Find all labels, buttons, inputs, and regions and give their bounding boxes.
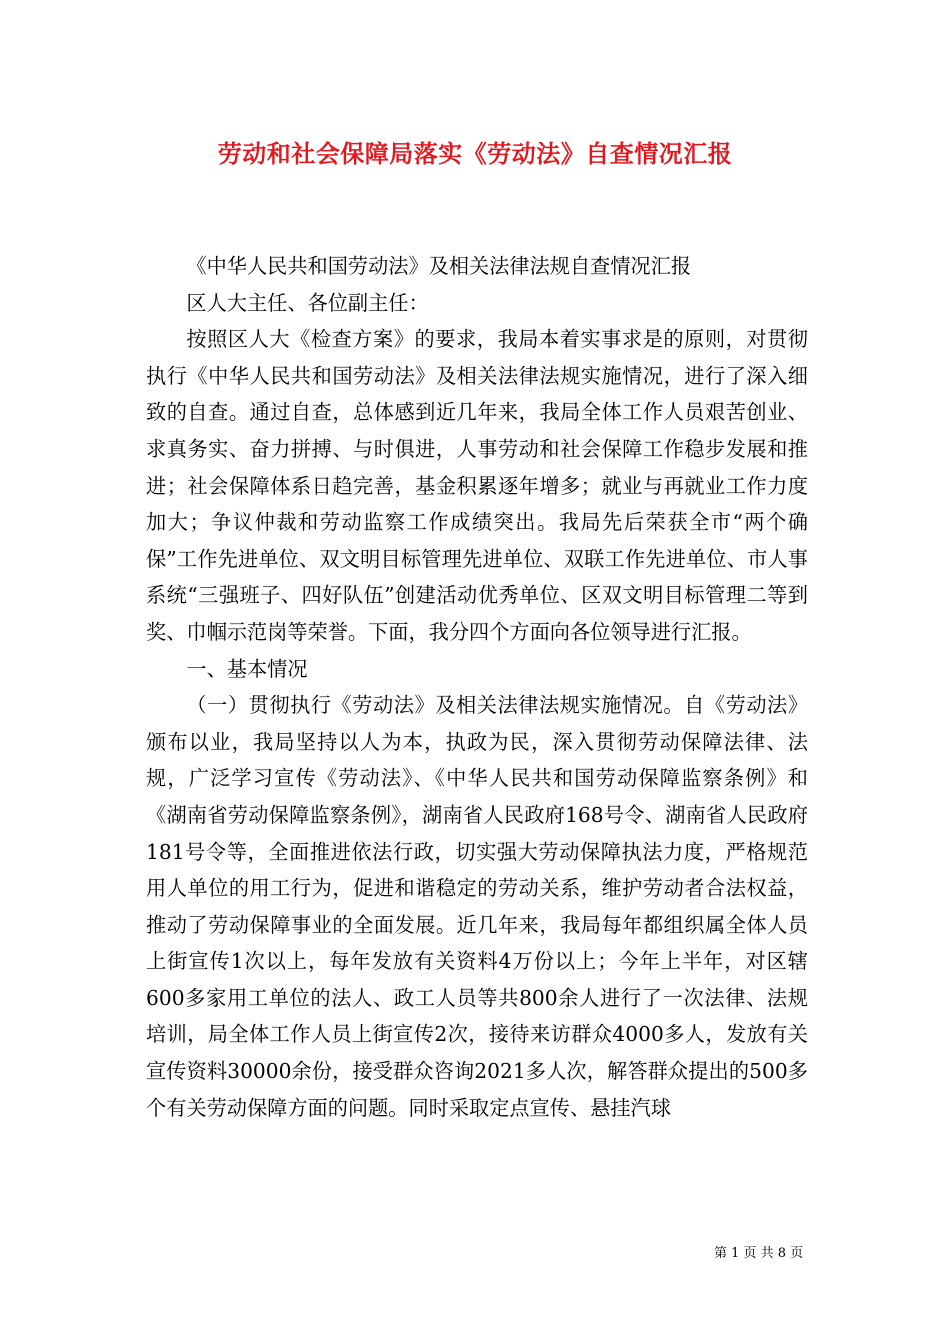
section-heading-basic: 一、基本情况 — [186, 656, 308, 681]
salutation: 区人大主任、各位副主任： — [186, 290, 429, 315]
report-heading: 《中华人民共和国劳动法》及相关法律法规自查情况汇报 — [186, 254, 692, 278]
section-paragraph-implementation: （一）贯彻执行《劳动法》及相关法律法规实施情况。自《劳动法》颁布以业，我局坚持以人为本，执政为民，深入贯彻劳动保障法律、法规，广泛学习宣传《劳动法》、《中华人民共和国劳动保障监察条例》和《湖南省劳动保障监察条例》，湖南省人民政府168号令、湖南省人民政府181号令等，全面推进依法行政，切实强大劳动保障执法力度，严格规范用人单位的用工行为，促进和谐稳定的劳动关系，维护劳动者合法权益，推动了劳动保障事业的全面发展。近几年来，我局每年都组织属全体人员上街宣传1次以上，每年发放有关资料4万份以上；今年上半年，对区辖600多家用工单位的法人、政工人员等共800余人进行了一次法律、法规培训，局全体工作人员上街宣传2次，接待来访群众4000多人，发放有关宣传资料30000余份，接受群众咨询2021多人次，解答群众提出的500多个有关劳动保障方面的问题。同时采取定点宣传、悬挂汽球 — [146, 693, 808, 1120]
document-title: 劳动和社会保障局落实《劳动法》自查情况汇报 — [217, 139, 733, 168]
intro-paragraph: 按照区人大《检查方案》的要求，我局本着实事求是的原则，对贯彻执行《中华人民共和国劳动法》及相关法律法规实施情况，进行了深入细致的自查。通过自查，总体感到近几年来，我局全体工作人员艰苦创业、求真务实、奋力拼搏、与时俱进，人事劳动和社会保障工作稳步发展和推进；社会保障体系日趋完善，基金积累逐年增多；就业与再就业工作力度加大；争议仲裁和劳动监察工作成绩突出。我局先后荣获全市“两个确保”工作先进单位、双文明目标管理先进单位、双联工作先进单位、市人事系统“三强班子、四好队伍”创建活动优秀单位、区双文明目标管理二等到奖、巾帼示范岗等荣誉。下面，我分四个方面向各位领导进行汇报。 — [146, 327, 808, 644]
page-number: 第 1 页 共 8 页 — [714, 1246, 804, 1261]
document-body — [146, 248, 808, 1126]
